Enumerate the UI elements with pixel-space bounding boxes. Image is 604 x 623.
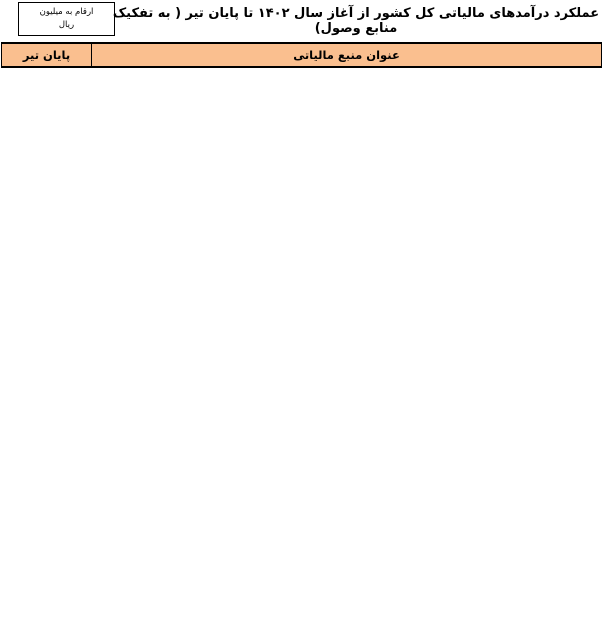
page-title: عملکرد درآمدهای مالیاتی کل کشور از آغاز سال ۱۴۰۲ تا پایان تیر ( به تفکیک منابع وصول)	[112, 6, 600, 36]
table-header-row	[2, 44, 601, 67]
header-amount-label: پایان تیر	[22, 48, 71, 62]
tax-table	[1, 42, 602, 68]
units-note-line2: ریال	[58, 20, 75, 30]
header-source-label: عنوان منبع مالیاتی	[91, 44, 601, 66]
units-note-line1: ارقام به میلیون	[39, 6, 94, 17]
units-note	[18, 2, 115, 36]
